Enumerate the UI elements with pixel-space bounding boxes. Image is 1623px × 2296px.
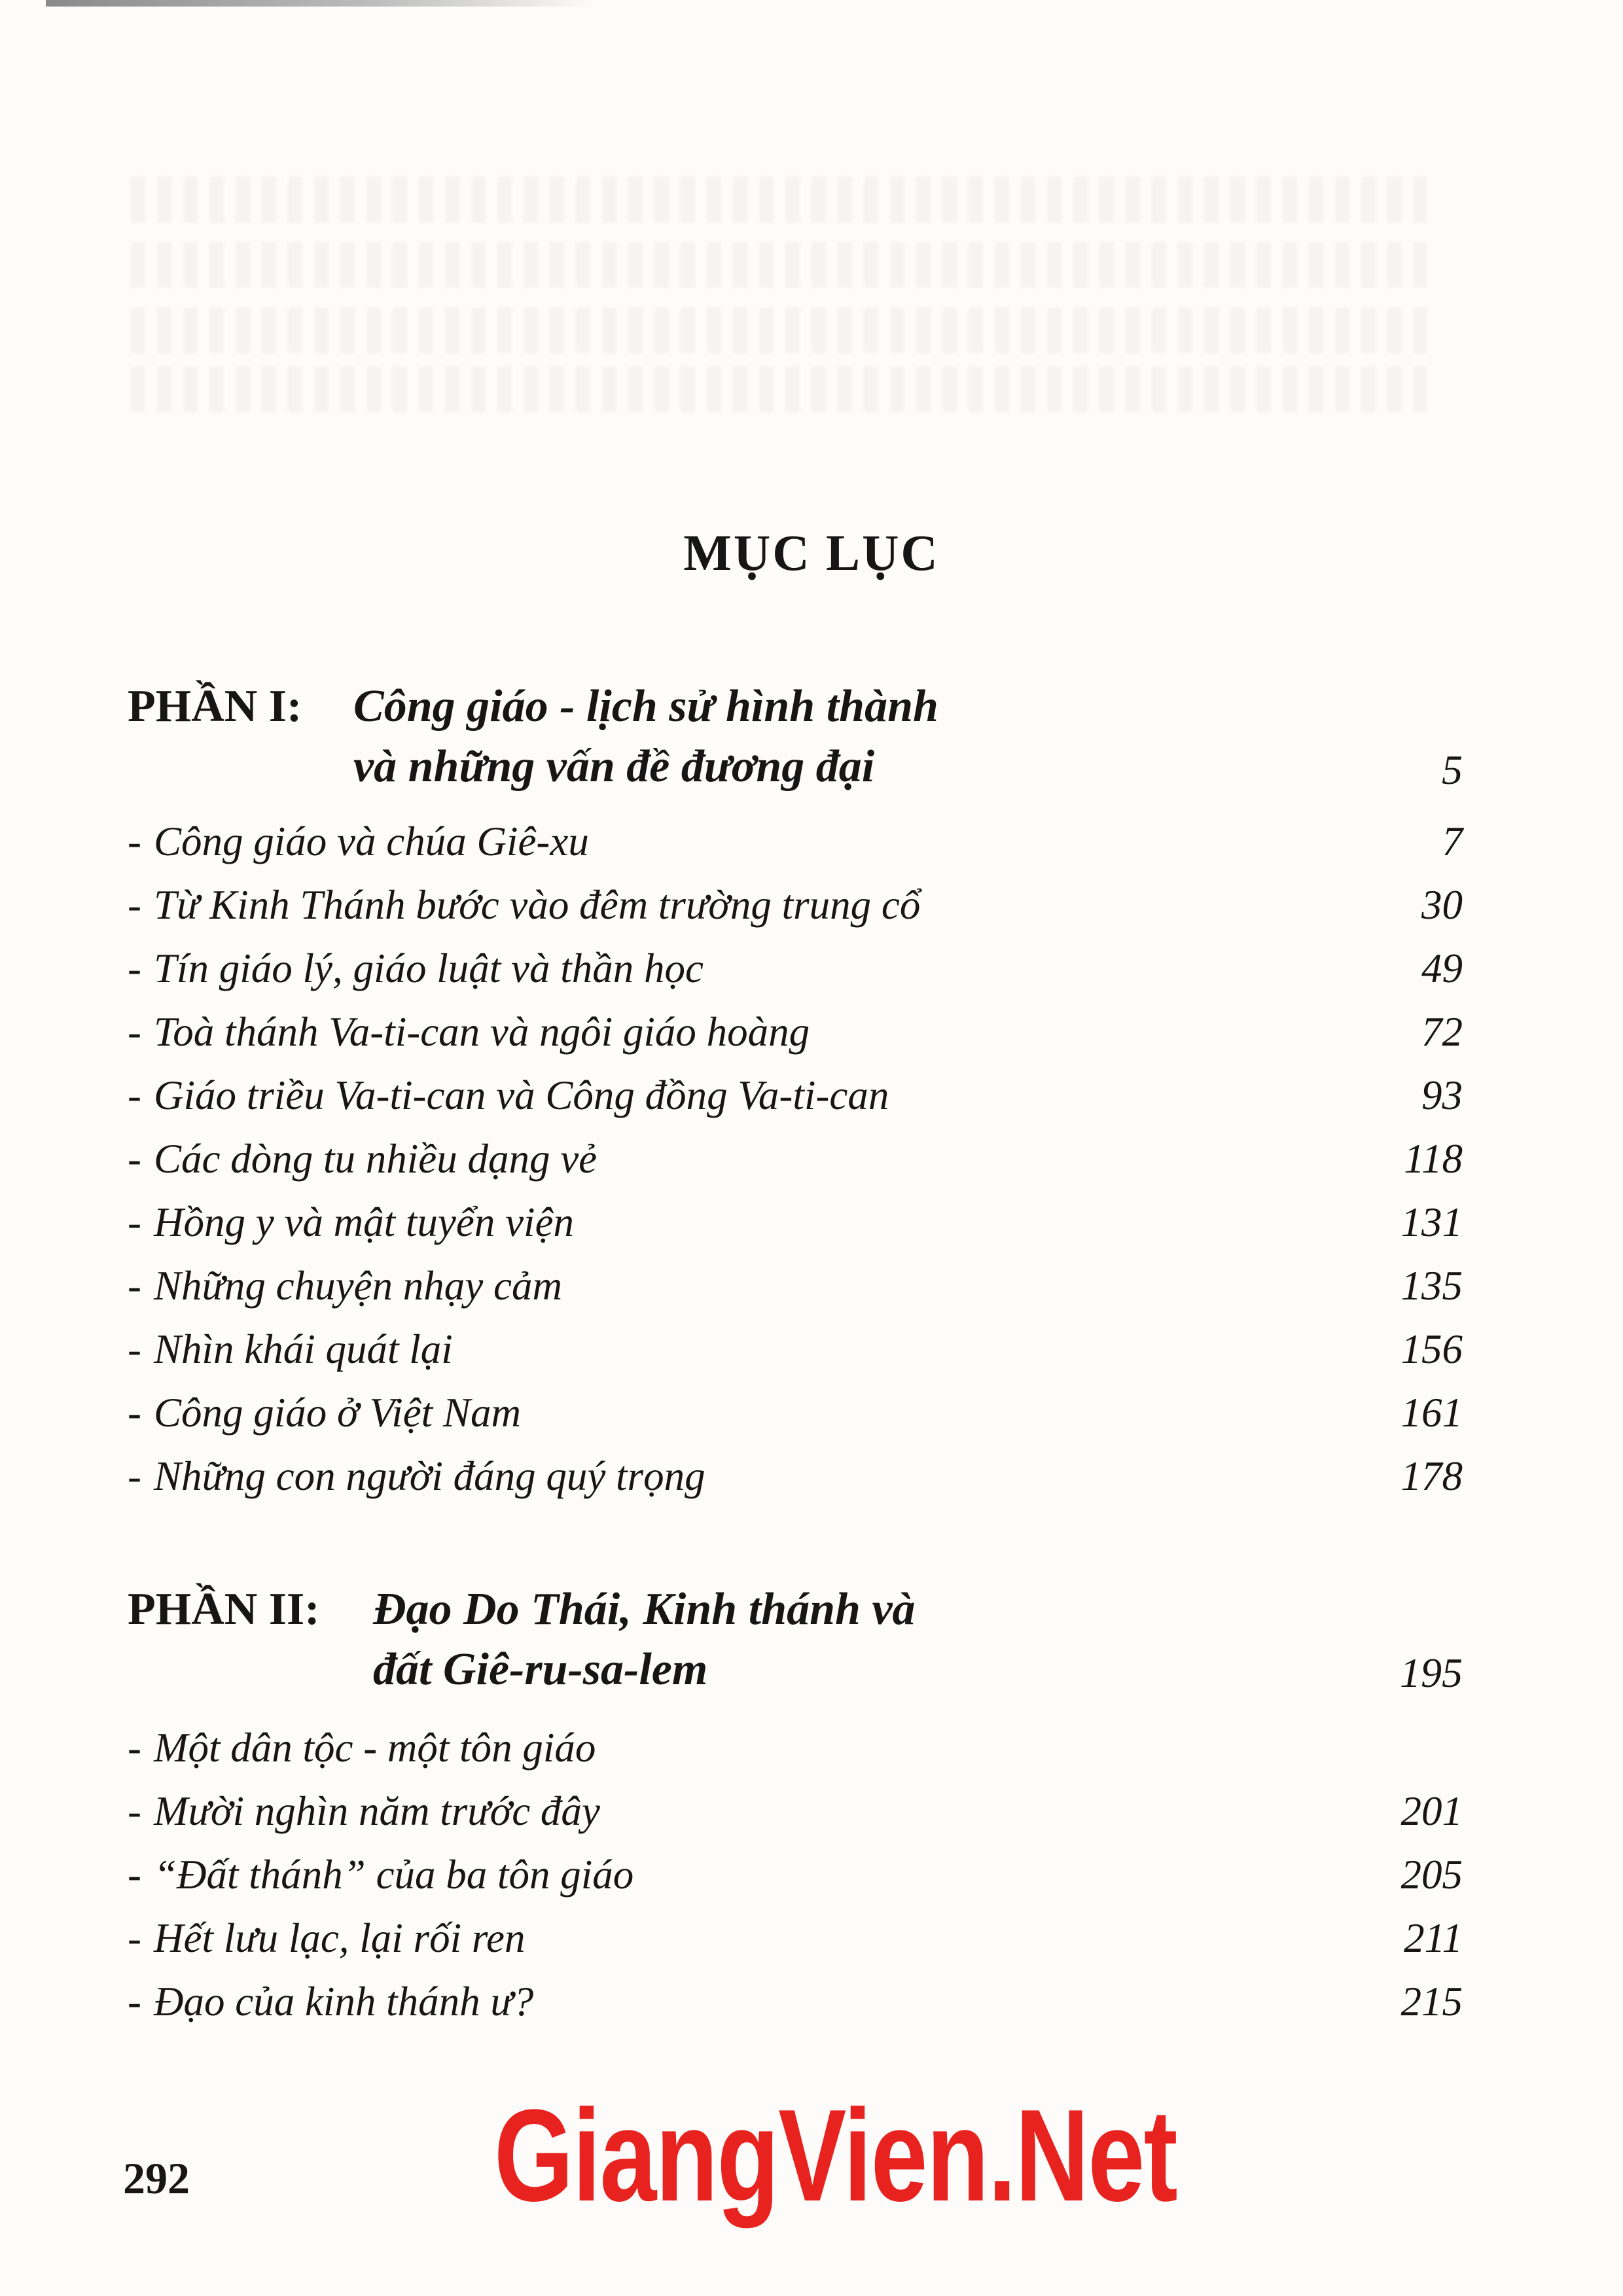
part-2-page-number: 195: [1400, 1650, 1463, 1696]
toc-entry[interactable]: [128, 1724, 1463, 1788]
entry-page-number: 7: [1442, 819, 1463, 864]
toc-entry[interactable]: [128, 1389, 1463, 1453]
entry-page-number: 211: [1404, 1915, 1463, 1961]
bleed-through-shading: [131, 242, 1427, 288]
toc-entry[interactable]: [128, 1262, 1463, 1326]
entry-dash: -: [128, 1326, 141, 1372]
entry-label: Những chuyện nhạy cảm: [154, 1263, 562, 1309]
entry-page-number: 135: [1400, 1263, 1463, 1309]
bleed-through-shading: [131, 308, 1427, 353]
page-top-edge-shadow: [46, 0, 596, 7]
entry-label: Những con người đáng quý trọng: [154, 1453, 705, 1499]
entry-dash: -: [128, 1199, 141, 1245]
entry-dash: -: [128, 1072, 141, 1118]
toc-entry[interactable]: [128, 1851, 1463, 1915]
toc-entry[interactable]: [128, 1135, 1463, 1199]
bleed-through-shading: [131, 177, 1427, 222]
toc-entry[interactable]: [128, 1915, 1463, 1978]
entry-dash: -: [128, 1915, 141, 1961]
entry-label: Công giáo ở Việt Nam: [154, 1390, 521, 1436]
entry-dash: -: [128, 1390, 141, 1436]
entry-dash: -: [128, 1725, 141, 1771]
entry-label: Nhìn khái quát lại: [154, 1326, 453, 1372]
entry-dash: -: [128, 1263, 141, 1309]
toc-entry[interactable]: [128, 1453, 1463, 1516]
entry-label: Tín giáo lý, giáo luật và thần học: [154, 945, 704, 991]
entry-dash: -: [128, 945, 141, 991]
entry-label: “Đất thánh” của ba tôn giáo: [154, 1852, 634, 1898]
entry-page-number: 205: [1400, 1852, 1463, 1898]
toc-entry[interactable]: [128, 1072, 1463, 1135]
toc-entry[interactable]: [128, 1199, 1463, 1262]
toc-entry[interactable]: [128, 1788, 1463, 1851]
entry-page-number: 201: [1400, 1788, 1463, 1834]
entry-dash: -: [128, 882, 141, 928]
entry-dash: -: [128, 1852, 141, 1898]
entry-label: Toà thánh Va-ti-can và ngôi giáo hoàng: [154, 1009, 810, 1055]
toc-part-2: [128, 1583, 1463, 1708]
entry-page-number: 30: [1421, 882, 1463, 928]
entry-label: Các dòng tu nhiều dạng vẻ: [154, 1136, 597, 1182]
entry-dash: -: [128, 1453, 141, 1499]
part-1-title-line-2: và những vấn đề đương đại: [353, 741, 875, 792]
entry-dash: -: [128, 1788, 141, 1834]
entry-page-number: 93: [1421, 1072, 1463, 1118]
toc-entry[interactable]: [128, 1978, 1463, 2041]
entry-label: Mười nghìn năm trước đây: [154, 1788, 600, 1834]
entry-label: Hồng y và mật tuyển viện: [154, 1199, 575, 1245]
entry-page-number: 215: [1400, 1979, 1463, 2024]
toc-title: MỤC LỤC: [683, 524, 940, 581]
part-2-title-line-2: đất Giê-ru-sa-lem: [373, 1644, 708, 1695]
entry-page-number: 131: [1400, 1199, 1463, 1245]
entry-label: Từ Kinh Thánh bước vào đêm trường trung cổ: [154, 882, 921, 928]
entry-label: Hết lưu lạc, lại rối ren: [154, 1915, 526, 1961]
entry-label: Công giáo và chúa Giê-xu: [154, 819, 589, 864]
entry-dash: -: [128, 1979, 141, 2024]
toc-entry[interactable]: [128, 945, 1463, 1008]
watermark-text: GiangVien.Net: [494, 2083, 1177, 2229]
page-number: 292: [123, 2153, 190, 2203]
entry-dash: -: [128, 819, 141, 864]
entry-dash: -: [128, 1009, 141, 1055]
toc-entry[interactable]: [128, 1008, 1463, 1072]
part-2-label: PHẦN II:: [128, 1584, 320, 1634]
entry-dash: -: [128, 1136, 141, 1182]
entry-page-number: 49: [1421, 945, 1463, 991]
entry-page-number: 118: [1404, 1136, 1463, 1182]
part-2-title-line-1: Đạo Do Thái, Kinh thánh và: [373, 1584, 916, 1634]
bleed-through-shading: [131, 366, 1427, 412]
toc-entry[interactable]: [128, 818, 1463, 881]
part-1-label: PHẦN I:: [128, 681, 302, 732]
part-1-page-number: 5: [1442, 747, 1463, 793]
entry-page-number: 161: [1400, 1390, 1463, 1436]
toc-part-1: [128, 680, 1463, 805]
toc-entry[interactable]: [128, 881, 1463, 945]
entry-page-number: 178: [1400, 1453, 1463, 1499]
toc-entry[interactable]: [128, 1326, 1463, 1389]
entry-label: Giáo triều Va-ti-can và Công đồng Va-ti-can: [154, 1072, 889, 1118]
entry-page-number: 156: [1400, 1326, 1463, 1372]
entry-page-number: 72: [1421, 1009, 1463, 1055]
part-1-title-line-1: Công giáo - lịch sử hình thành: [353, 681, 938, 732]
entry-label: Một dân tộc - một tôn giáo: [154, 1725, 596, 1771]
entry-label: Đạo của kinh thánh ư?: [154, 1979, 534, 2024]
